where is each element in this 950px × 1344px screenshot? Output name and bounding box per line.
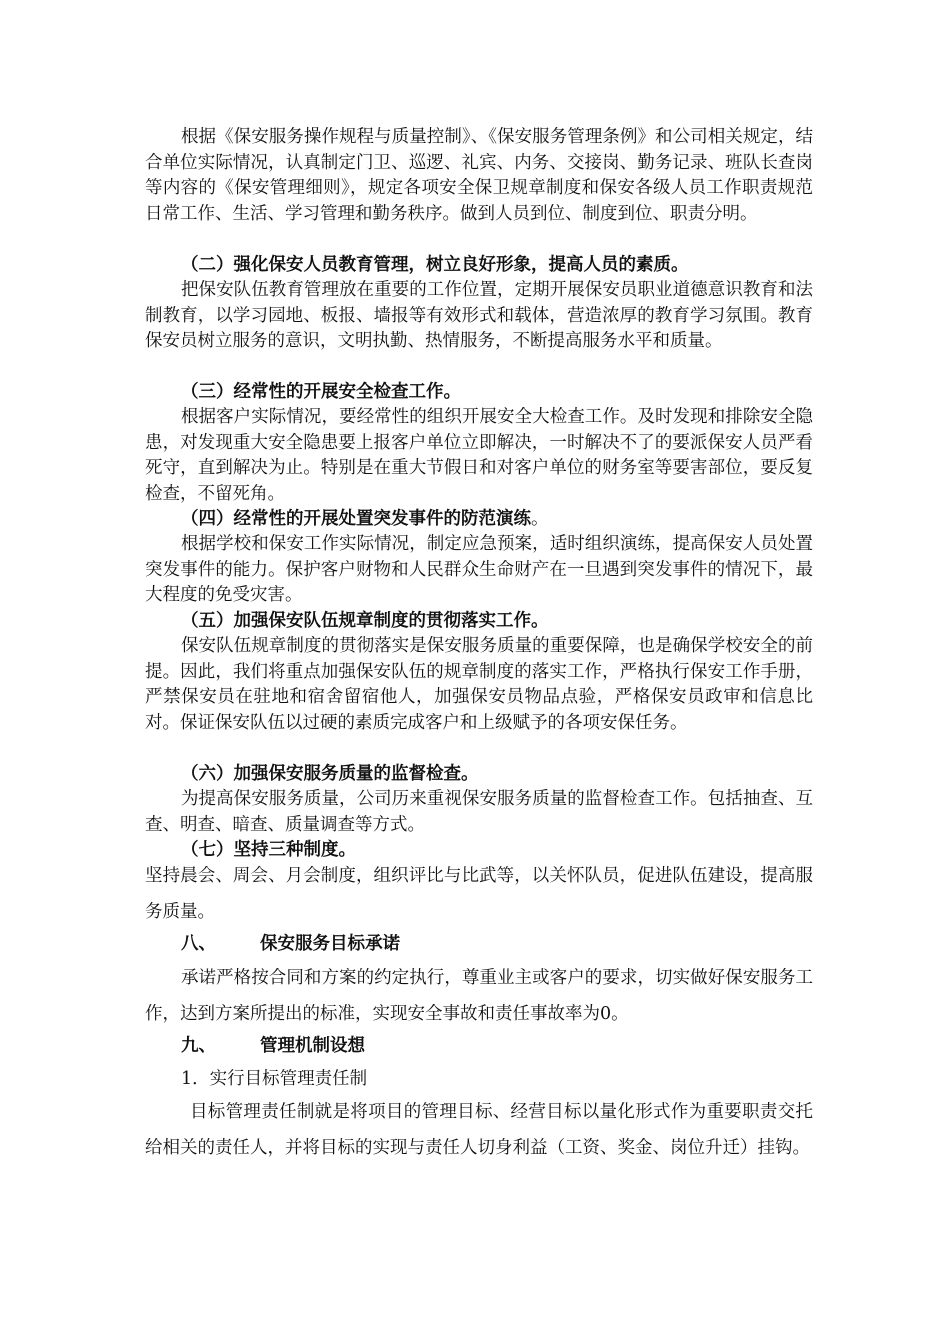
section-8-number: 八、 <box>181 934 216 954</box>
heading-emergency-drill-period: 。 <box>531 509 549 529</box>
heading-quality-supervision: （六）加强保安服务质量的监督检查。 <box>181 764 479 784</box>
section-9-title: 管理机制设想 <box>260 1036 365 1056</box>
heading-rules-implementation: （五）加强保安队伍规章制度的贯彻落实工作。 <box>181 611 549 631</box>
section-8-title: 保安服务目标承诺 <box>260 934 400 954</box>
paragraph-rules-implementation: 保安队伍规章制度的贯彻落实是保安服务质量的重要保障，也是确保学校安全的前提。因此，我们将重点加强保安队伍的规章制度的落实工作，严格执行保安工作手册，严禁保安员在驻地和宿舍留宿他人，加强保安员物品点验，严格保安员政审和信息比对。保证保安队伍以过硬的素质完成客户和上级赋予的各项安保任务。 <box>145 636 813 733</box>
paragraph-service-commitment: 承诺严格按合同和方案的约定执行，尊重业主或客户的要求，切实做好保安服务工作，达到方案所提出的标准，实现安全事故和责任事故率为0。 <box>145 968 813 1024</box>
heading-education-management: （二）强化保安人员教育管理，树立良好形象，提高人员的素质。 <box>181 255 689 275</box>
section-9-number: 九、 <box>181 1036 216 1056</box>
heading-three-systems: （七）坚持三种制度。 <box>181 840 356 860</box>
heading-safety-inspection: （三）经常性的开展安全检查工作。 <box>181 382 461 402</box>
paragraph-education: 把保安队伍教育管理放在重要的工作位置，定期开展保安员职业道德意识教育和法制教育，以学习园地、板报、墙报等有效形式和载体，营造浓厚的教育学习氛围。教育保安员树立服务的意识，文明执勤、热情服务，不断提高服务水平和质量。 <box>145 280 813 351</box>
subsection-9-1-heading: 1．实行目标管理责任制 <box>181 1069 368 1089</box>
paragraph-safety-inspection: 根据客户实际情况，要经常性的组织开展安全大检查工作。及时发现和排除安全隐患，对发现重大安全隐患要上报客户单位立即解决，一时解决不了的要派保安人员严看死守，直到解决为止。特别是在重大节假日和对客户单位的财务室等要害部位，要反复检查，不留死角。 <box>145 407 813 504</box>
heading-emergency-drill <box>181 507 849 533</box>
section-8-heading <box>181 932 849 958</box>
paragraph-emergency-drill: 根据学校和保安工作实际情况，制定应急预案，适时组织演练，提高保安人员处置突发事件的能力。保护客户财物和人民群众生命财产在一旦遇到突发事件的情况下，最大程度的免受灾害。 <box>145 534 813 605</box>
paragraph-regulations: 根据《保安服务操作规程与质量控制》、《保安服务管理条例》和公司相关规定，结合单位实际情况，认真制定门卫、巡逻、礼宾、内务、交接岗、勤务记录、班队长查岗等内容的《保安管理细则》，规定各项安全保卫规章制度和保安各级人员工作职责规范日常工作、生活、学习管理和勤务秩序。做到人员到位、制度到位、职责分明。 <box>145 127 813 224</box>
paragraph-target-responsibility: 目标管理责任制就是将项目的管理目标、经营目标以量化形式作为重要职责交托给相关的责任人，并将目标的实现与责任人切身利益（工资、奖金、岗位升迁）挂钩。 <box>145 1102 813 1158</box>
section-9-heading <box>181 1034 849 1060</box>
heading-emergency-drill-text: （四）经常性的开展处置突发事件的防范演练 <box>181 509 531 529</box>
paragraph-quality-supervision: 为提高保安服务质量，公司历来重视保安服务质量的监督检查工作。包括抽查、互查、明查、暗查、质量调查等方式。 <box>145 789 813 835</box>
paragraph-three-systems: 坚持晨会、周会、月会制度，组织评比与比武等，以关怀队员，促进队伍建设，提高服务质量。 <box>145 866 813 922</box>
